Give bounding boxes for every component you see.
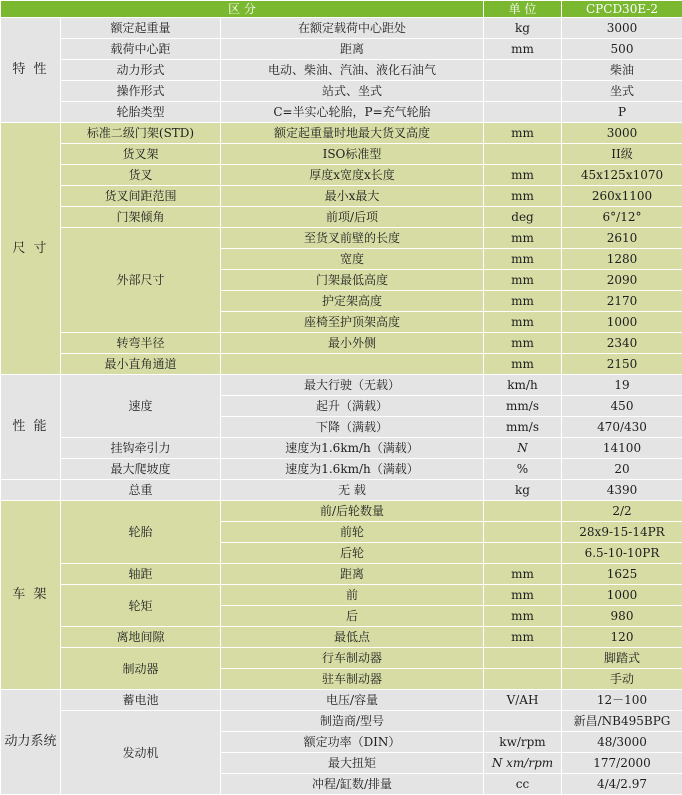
row-desc: 厚度x宽度x长度 — [221, 165, 484, 186]
header-row — [1, 1, 682, 18]
row-desc: 前/后轮数量 — [221, 501, 484, 522]
row-value: 3000 — [562, 18, 682, 39]
row-unit — [484, 669, 562, 690]
row-value: 2090 — [562, 270, 682, 291]
row-unit: N — [484, 438, 562, 459]
row-label: 速度 — [61, 375, 221, 438]
row-label: 轮矩 — [61, 585, 221, 627]
row-value: 2340 — [562, 333, 682, 354]
row-unit: mm — [484, 186, 562, 207]
row-value: II级 — [562, 144, 682, 165]
row-desc: 站式、坐式 — [221, 81, 484, 102]
table-row — [1, 690, 682, 711]
row-value: 12－100 — [562, 690, 682, 711]
row-desc: 电动、柴油、汽油、液化石油气 — [221, 60, 484, 81]
row-desc: 宽度 — [221, 249, 484, 270]
table-row — [1, 39, 682, 60]
row-value: 120 — [562, 627, 682, 648]
row-label: 轴距 — [61, 564, 221, 585]
table-row — [1, 18, 682, 39]
table-row — [1, 459, 682, 480]
table-row — [1, 438, 682, 459]
row-label: 制动器 — [61, 648, 221, 690]
row-value: 2610 — [562, 228, 682, 249]
row-unit: mm — [484, 165, 562, 186]
row-desc: 距离 — [221, 39, 484, 60]
table-row — [1, 585, 682, 606]
row-unit — [484, 102, 562, 123]
row-label: 操作形式 — [61, 81, 221, 102]
row-value: 28x9-15-14PR — [562, 522, 682, 543]
row-desc: 距离 — [221, 564, 484, 585]
row-desc: 最大扭矩 — [221, 753, 484, 774]
table-row — [1, 144, 682, 165]
group-dimensions: 尺 寸 — [1, 123, 61, 375]
row-unit: mm — [484, 627, 562, 648]
row-unit: deg — [484, 207, 562, 228]
row-label: 最大爬坡度 — [61, 459, 221, 480]
row-unit: mm — [484, 564, 562, 585]
header-section: 区 分 — [1, 1, 484, 18]
row-desc: 速度为1.6km/h（满载） — [221, 438, 484, 459]
row-desc: 前轮 — [221, 522, 484, 543]
table-row — [1, 375, 682, 396]
row-label: 外部尺寸 — [61, 228, 221, 333]
row-value: 500 — [562, 39, 682, 60]
row-unit: N xm/rpm — [484, 753, 562, 774]
row-label: 载荷中心距 — [61, 39, 221, 60]
table-row — [1, 501, 682, 522]
row-desc: 行车制动器 — [221, 648, 484, 669]
row-desc: 最小x最大 — [221, 186, 484, 207]
row-value: 177/2000 — [562, 753, 682, 774]
group-empty — [1, 480, 61, 501]
row-label: 额定起重量 — [61, 18, 221, 39]
row-value: 450 — [562, 396, 682, 417]
row-unit: kg — [484, 18, 562, 39]
row-value: 6.5-10-10PR — [562, 543, 682, 564]
row-label: 门架倾角 — [61, 207, 221, 228]
group-characteristics: 特 性 — [1, 18, 61, 123]
row-label: 轮胎类型 — [61, 102, 221, 123]
row-desc: 最小外侧 — [221, 333, 484, 354]
row-value: 1000 — [562, 585, 682, 606]
row-unit: mm — [484, 249, 562, 270]
row-label: 货叉间距范围 — [61, 186, 221, 207]
row-unit — [484, 543, 562, 564]
row-value: 1280 — [562, 249, 682, 270]
table-row — [1, 711, 682, 732]
row-label: 蓄电池 — [61, 690, 221, 711]
row-label: 货叉架 — [61, 144, 221, 165]
row-unit — [484, 711, 562, 732]
row-unit: mm — [484, 606, 562, 627]
row-desc: 护定架高度 — [221, 291, 484, 312]
row-unit: % — [484, 459, 562, 480]
row-label: 发动机 — [61, 711, 221, 795]
table-row — [1, 81, 682, 102]
row-unit — [484, 648, 562, 669]
row-value: 新昌/NB495BPG — [562, 711, 682, 732]
row-unit: mm — [484, 291, 562, 312]
table-row — [1, 648, 682, 669]
row-value: 4/4/2.97 — [562, 774, 682, 795]
row-desc: 冲程/缸数/排量 — [221, 774, 484, 795]
row-desc: 前项/后项 — [221, 207, 484, 228]
row-desc: 制造商/型号 — [221, 711, 484, 732]
row-unit: mm/s — [484, 417, 562, 438]
row-desc: 额定功率（DIN） — [221, 732, 484, 753]
row-unit: mm — [484, 312, 562, 333]
row-desc: 至货叉前壁的长度 — [221, 228, 484, 249]
row-value: 3000 — [562, 123, 682, 144]
row-unit — [484, 81, 562, 102]
group-power: 动力系统 — [1, 690, 61, 795]
table-row — [1, 354, 682, 375]
row-unit: mm — [484, 333, 562, 354]
row-value: 260x1100 — [562, 186, 682, 207]
group-chassis: 车 架 — [1, 501, 61, 690]
table-row — [1, 480, 682, 501]
row-unit — [484, 522, 562, 543]
row-desc: 前 — [221, 585, 484, 606]
header-unit: 单 位 — [484, 1, 562, 18]
row-value: 14100 — [562, 438, 682, 459]
table-row — [1, 165, 682, 186]
row-value: 坐式 — [562, 81, 682, 102]
row-label: 货叉 — [61, 165, 221, 186]
row-value: P — [562, 102, 682, 123]
row-label: 最小直角通道 — [61, 354, 221, 375]
table-row — [1, 228, 682, 249]
row-label: 动力形式 — [61, 60, 221, 81]
row-value: 19 — [562, 375, 682, 396]
row-desc — [221, 354, 484, 375]
table-row — [1, 102, 682, 123]
row-value: 1625 — [562, 564, 682, 585]
row-desc: 速度为1.6km/h（满载） — [221, 459, 484, 480]
row-value: 2150 — [562, 354, 682, 375]
row-desc: 额定起重量时地最大货叉高度 — [221, 123, 484, 144]
row-unit: km/h — [484, 375, 562, 396]
row-unit: mm/s — [484, 396, 562, 417]
row-unit: cc — [484, 774, 562, 795]
row-value: 手动 — [562, 669, 682, 690]
table-row — [1, 123, 682, 144]
table-row — [1, 60, 682, 81]
row-label: 标准二级门架(STD) — [61, 123, 221, 144]
row-unit — [484, 144, 562, 165]
row-value: 柴油 — [562, 60, 682, 81]
row-desc: 驻车制动器 — [221, 669, 484, 690]
row-value: 470/430 — [562, 417, 682, 438]
row-desc: 最大行驶（无载） — [221, 375, 484, 396]
table-row — [1, 207, 682, 228]
row-value: 45x125x1070 — [562, 165, 682, 186]
row-unit: mm — [484, 270, 562, 291]
row-desc: 下降（满载） — [221, 417, 484, 438]
table-row — [1, 627, 682, 648]
row-value: 脚踏式 — [562, 648, 682, 669]
row-value: 20 — [562, 459, 682, 480]
row-unit: mm — [484, 39, 562, 60]
row-unit: mm — [484, 354, 562, 375]
row-desc: 起升（满载） — [221, 396, 484, 417]
row-value: 2/2 — [562, 501, 682, 522]
row-value: 980 — [562, 606, 682, 627]
row-label: 总重 — [61, 480, 221, 501]
table-row — [1, 186, 682, 207]
row-unit: mm — [484, 228, 562, 249]
row-desc: 门架最低高度 — [221, 270, 484, 291]
row-desc: ISO标准型 — [221, 144, 484, 165]
row-value: 1000 — [562, 312, 682, 333]
row-desc: 电压/容量 — [221, 690, 484, 711]
row-value: 48/3000 — [562, 732, 682, 753]
row-unit: kg — [484, 480, 562, 501]
row-unit: kw/rpm — [484, 732, 562, 753]
row-unit: mm — [484, 585, 562, 606]
row-desc: 最低点 — [221, 627, 484, 648]
row-desc: 无 载 — [221, 480, 484, 501]
group-performance: 性 能 — [1, 375, 61, 480]
table-row — [1, 333, 682, 354]
row-value: 6°/12° — [562, 207, 682, 228]
row-label: 轮胎 — [61, 501, 221, 564]
row-desc: 座椅至护顶架高度 — [221, 312, 484, 333]
row-unit: V/AH — [484, 690, 562, 711]
row-unit — [484, 60, 562, 81]
row-desc: C=半实心轮胎，P=充气轮胎 — [221, 102, 484, 123]
row-unit — [484, 501, 562, 522]
table-row — [1, 564, 682, 585]
row-value: 4390 — [562, 480, 682, 501]
row-label: 挂钩牵引力 — [61, 438, 221, 459]
row-label: 离地间隙 — [61, 627, 221, 648]
row-value: 2170 — [562, 291, 682, 312]
row-unit: mm — [484, 123, 562, 144]
row-desc: 在额定载荷中心距处 — [221, 18, 484, 39]
row-desc: 后 — [221, 606, 484, 627]
row-label: 转弯半径 — [61, 333, 221, 354]
row-desc: 后轮 — [221, 543, 484, 564]
header-model: CPCD30E-2 — [562, 1, 682, 18]
